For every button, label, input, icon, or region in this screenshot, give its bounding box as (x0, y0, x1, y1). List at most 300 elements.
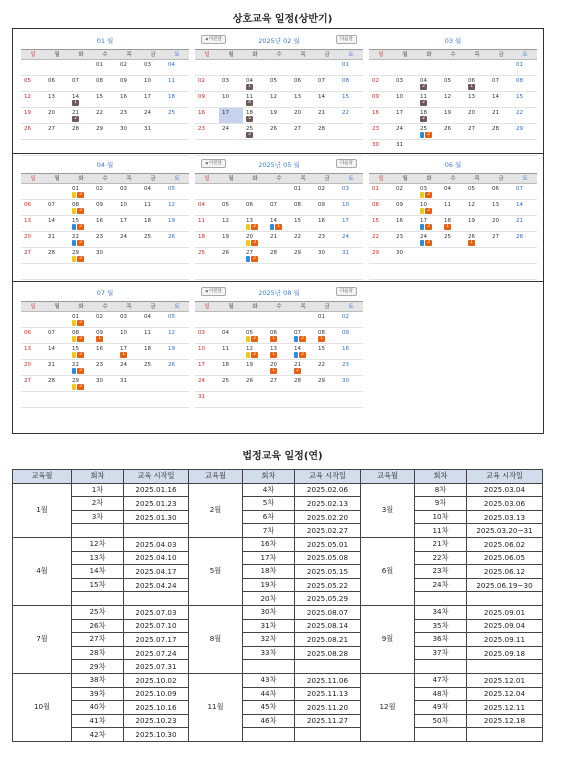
day-cell[interactable] (369, 108, 393, 123)
day-cell[interactable] (267, 328, 291, 343)
orange-event-badge[interactable]: 2 (77, 224, 84, 230)
day-cell[interactable] (489, 92, 513, 107)
day-cell[interactable] (315, 376, 339, 391)
day-cell[interactable] (21, 232, 45, 247)
day-cell[interactable] (441, 232, 465, 247)
day-cell[interactable] (267, 232, 291, 247)
day-cell[interactable] (393, 108, 417, 123)
day-cell[interactable] (93, 76, 117, 91)
day-cell[interactable] (219, 124, 243, 139)
day-cell[interactable] (315, 248, 339, 263)
day-cell[interactable] (291, 216, 315, 231)
day-cell[interactable] (117, 124, 141, 139)
day-cell[interactable] (141, 124, 165, 139)
brown-event-badge[interactable]: 2 (420, 100, 427, 106)
day-cell[interactable] (219, 376, 243, 391)
orange-event-badge[interactable]: 2 (251, 336, 258, 342)
day-cell[interactable] (117, 60, 141, 75)
day-cell[interactable] (93, 200, 117, 215)
day-cell[interactable] (165, 60, 189, 75)
day-cell[interactable] (219, 344, 243, 359)
day-cell[interactable] (291, 108, 315, 123)
day-cell[interactable] (45, 248, 69, 263)
day-cell[interactable] (219, 360, 243, 375)
day-cell[interactable] (465, 108, 489, 123)
day-cell[interactable] (243, 344, 267, 359)
day-cell[interactable] (393, 232, 417, 247)
day-cell[interactable] (243, 76, 267, 91)
brown-event-badge[interactable]: 1 (72, 100, 79, 106)
day-cell[interactable] (369, 216, 393, 231)
day-cell[interactable] (267, 376, 291, 391)
day-cell[interactable] (93, 108, 117, 123)
day-cell[interactable] (165, 184, 189, 199)
day-cell[interactable] (291, 360, 315, 375)
day-cell[interactable] (195, 248, 219, 263)
day-cell[interactable] (21, 360, 45, 375)
brown-event-badge[interactable]: 4 (246, 100, 253, 106)
yellow-event-badge[interactable] (72, 192, 76, 198)
day-cell[interactable] (315, 76, 339, 91)
day-cell[interactable] (93, 312, 117, 327)
day-cell[interactable] (21, 216, 45, 231)
day-cell[interactable] (243, 360, 267, 375)
orange-event-badge[interactable]: 1 (96, 336, 103, 342)
day-cell[interactable] (489, 216, 513, 231)
day-cell[interactable] (69, 328, 93, 343)
day-cell[interactable] (165, 344, 189, 359)
orange-event-badge[interactable]: 1 (275, 224, 282, 230)
day-cell[interactable] (141, 108, 165, 123)
orange-event-badge[interactable]: 3 (251, 240, 258, 246)
orange-event-badge[interactable]: 2 (77, 240, 84, 246)
day-cell[interactable] (267, 124, 291, 139)
day-cell[interactable] (315, 328, 339, 343)
day-cell[interactable] (393, 92, 417, 107)
day-cell[interactable] (141, 76, 165, 91)
day-cell[interactable] (291, 92, 315, 107)
yellow-event-badge[interactable] (246, 224, 250, 230)
yellow-event-badge[interactable] (246, 352, 250, 358)
day-cell[interactable] (465, 184, 489, 199)
day-cell[interactable] (393, 184, 417, 199)
day-cell[interactable] (441, 124, 465, 139)
day-cell[interactable] (465, 92, 489, 107)
day-cell[interactable] (93, 360, 117, 375)
day-cell[interactable] (195, 216, 219, 231)
yellow-event-badge[interactable] (246, 336, 250, 342)
day-cell[interactable] (141, 92, 165, 107)
day-cell[interactable] (141, 200, 165, 215)
day-cell[interactable] (117, 108, 141, 123)
orange-event-badge[interactable]: 2 (77, 384, 84, 390)
day-cell[interactable] (21, 328, 45, 343)
yellow-event-badge[interactable] (72, 384, 76, 390)
day-cell[interactable] (195, 232, 219, 247)
day-cell[interactable] (393, 200, 417, 215)
orange-event-badge[interactable]: 2 (251, 256, 258, 262)
day-cell[interactable] (69, 108, 93, 123)
day-cell[interactable] (339, 92, 363, 107)
day-cell[interactable] (489, 124, 513, 139)
day-cell[interactable] (195, 200, 219, 215)
day-cell[interactable] (69, 232, 93, 247)
day-cell[interactable] (291, 200, 315, 215)
day-cell[interactable] (243, 200, 267, 215)
day-cell[interactable] (45, 92, 69, 107)
day-cell[interactable] (117, 328, 141, 343)
day-cell[interactable] (69, 376, 93, 391)
day-cell[interactable] (195, 344, 219, 359)
day-cell[interactable] (117, 76, 141, 91)
day-cell[interactable] (165, 328, 189, 343)
yellow-event-badge[interactable] (72, 336, 76, 342)
yellow-event-badge[interactable] (246, 240, 250, 246)
day-cell[interactable] (195, 124, 219, 139)
day-cell[interactable] (243, 248, 267, 263)
day-cell[interactable] (369, 76, 393, 91)
orange-event-badge[interactable]: 2 (425, 192, 432, 198)
day-cell[interactable] (315, 124, 339, 139)
day-cell[interactable] (465, 76, 489, 91)
blue-event-badge[interactable] (72, 240, 76, 246)
day-cell[interactable] (513, 76, 537, 91)
day-cell[interactable] (465, 200, 489, 215)
day-cell[interactable] (393, 248, 417, 263)
day-cell[interactable] (441, 76, 465, 91)
day-cell[interactable] (339, 216, 363, 231)
yellow-event-badge[interactable] (72, 352, 76, 358)
day-cell[interactable] (117, 344, 141, 359)
day-cell[interactable] (165, 92, 189, 107)
day-cell[interactable] (513, 200, 537, 215)
day-cell[interactable] (267, 216, 291, 231)
day-cell[interactable] (195, 92, 219, 107)
day-cell[interactable] (93, 376, 117, 391)
day-cell[interactable] (93, 216, 117, 231)
day-cell[interactable] (21, 200, 45, 215)
day-cell[interactable] (417, 184, 441, 199)
day-cell[interactable] (291, 184, 315, 199)
day-cell[interactable] (393, 140, 417, 155)
day-cell[interactable] (489, 76, 513, 91)
day-cell[interactable] (45, 216, 69, 231)
day-cell[interactable] (291, 376, 315, 391)
orange-event-badge[interactable]: 1 (270, 352, 277, 358)
day-cell[interactable] (69, 124, 93, 139)
orange-event-badge[interactable]: 2 (77, 256, 84, 262)
day-cell[interactable] (21, 376, 45, 391)
day-cell[interactable] (93, 328, 117, 343)
day-cell[interactable] (291, 76, 315, 91)
day-cell[interactable] (243, 216, 267, 231)
orange-event-badge[interactable]: 1 (120, 352, 127, 358)
day-cell[interactable] (21, 76, 45, 91)
day-cell[interactable] (489, 200, 513, 215)
orange-event-badge[interactable]: 1 (318, 336, 325, 342)
day-cell[interactable] (267, 248, 291, 263)
day-cell[interactable] (141, 360, 165, 375)
day-cell[interactable] (141, 312, 165, 327)
day-cell[interactable] (441, 200, 465, 215)
day-cell[interactable] (267, 108, 291, 123)
orange-event-badge[interactable]: 2 (251, 352, 258, 358)
blue-event-badge[interactable] (270, 224, 274, 230)
orange-event-badge[interactable]: 2 (425, 224, 432, 230)
day-cell[interactable] (339, 328, 363, 343)
day-cell[interactable] (93, 124, 117, 139)
day-cell[interactable] (45, 328, 69, 343)
next-month-button[interactable]: 다음달 (336, 287, 357, 296)
day-cell[interactable] (417, 124, 441, 139)
day-cell[interactable] (69, 344, 93, 359)
prev-month-button[interactable]: ◀ 이전달 (201, 287, 226, 296)
day-cell[interactable] (339, 312, 363, 327)
day-cell[interactable] (339, 248, 363, 263)
orange-event-badge[interactable]: 2 (425, 208, 432, 214)
day-cell[interactable] (465, 216, 489, 231)
orange-event-badge[interactable]: 2 (299, 336, 306, 342)
day-cell[interactable] (513, 92, 537, 107)
day-cell[interactable] (315, 216, 339, 231)
orange-event-badge[interactable]: 2 (77, 320, 84, 326)
day-cell[interactable] (267, 200, 291, 215)
day-cell[interactable] (267, 92, 291, 107)
day-cell[interactable] (117, 376, 141, 391)
day-cell[interactable] (441, 92, 465, 107)
yellow-event-badge[interactable] (72, 256, 76, 262)
day-cell[interactable] (369, 140, 393, 155)
day-cell[interactable] (417, 216, 441, 231)
day-cell[interactable] (21, 92, 45, 107)
day-cell[interactable] (165, 200, 189, 215)
day-cell[interactable] (165, 108, 189, 123)
blue-event-badge[interactable] (420, 240, 424, 246)
day-cell[interactable] (165, 232, 189, 247)
day-cell[interactable] (339, 360, 363, 375)
day-cell[interactable] (141, 216, 165, 231)
day-cell[interactable] (141, 232, 165, 247)
blue-event-badge[interactable] (420, 224, 424, 230)
day-cell[interactable] (465, 124, 489, 139)
day-cell[interactable] (267, 360, 291, 375)
day-cell[interactable] (93, 184, 117, 199)
day-cell[interactable] (93, 232, 117, 247)
day-cell[interactable] (513, 216, 537, 231)
day-cell[interactable] (21, 124, 45, 139)
day-cell[interactable] (315, 232, 339, 247)
day-cell[interactable] (45, 76, 69, 91)
day-cell[interactable] (219, 200, 243, 215)
blue-event-badge[interactable] (72, 368, 76, 374)
day-cell[interactable] (291, 328, 315, 343)
day-cell[interactable] (141, 328, 165, 343)
day-cell[interactable] (195, 76, 219, 91)
blue-event-badge[interactable] (294, 336, 298, 342)
day-cell[interactable] (141, 184, 165, 199)
day-cell[interactable] (243, 328, 267, 343)
day-cell[interactable] (513, 184, 537, 199)
orange-event-badge[interactable]: 2 (425, 240, 432, 246)
orange-event-badge[interactable]: 2 (294, 368, 301, 374)
orange-event-badge[interactable]: 2 (77, 208, 84, 214)
day-cell[interactable] (369, 124, 393, 139)
day-cell[interactable] (489, 108, 513, 123)
day-cell[interactable] (219, 328, 243, 343)
day-cell[interactable] (243, 124, 267, 139)
brown-event-badge[interactable]: 2 (420, 84, 427, 90)
day-cell[interactable] (369, 248, 393, 263)
day-cell[interactable] (489, 232, 513, 247)
day-cell[interactable] (69, 360, 93, 375)
day-cell[interactable] (315, 200, 339, 215)
day-cell[interactable] (117, 92, 141, 107)
day-cell[interactable] (219, 76, 243, 91)
day-cell[interactable] (117, 184, 141, 199)
day-cell[interactable] (291, 124, 315, 139)
day-cell[interactable] (93, 60, 117, 75)
day-cell[interactable] (165, 360, 189, 375)
day-cell[interactable] (45, 108, 69, 123)
day-cell[interactable] (513, 124, 537, 139)
day-cell[interactable] (93, 248, 117, 263)
day-cell[interactable] (417, 232, 441, 247)
prev-month-button[interactable]: ◀ 이전달 (201, 159, 226, 168)
day-cell[interactable] (219, 108, 243, 123)
day-cell[interactable] (45, 360, 69, 375)
day-cell[interactable] (393, 124, 417, 139)
day-cell[interactable] (219, 216, 243, 231)
orange-event-badge[interactable]: 2 (77, 336, 84, 342)
day-cell[interactable] (339, 108, 363, 123)
day-cell[interactable] (315, 184, 339, 199)
day-cell[interactable] (69, 92, 93, 107)
brown-event-badge[interactable]: 1 (246, 84, 253, 90)
yellow-event-badge[interactable] (72, 320, 76, 326)
day-cell[interactable] (369, 232, 393, 247)
day-cell[interactable] (69, 312, 93, 327)
day-cell[interactable] (369, 200, 393, 215)
day-cell[interactable] (219, 248, 243, 263)
day-cell[interactable] (339, 200, 363, 215)
day-cell[interactable] (315, 108, 339, 123)
brown-event-badge[interactable]: 1 (468, 84, 475, 90)
day-cell[interactable] (243, 376, 267, 391)
day-cell[interactable] (93, 344, 117, 359)
day-cell[interactable] (513, 108, 537, 123)
day-cell[interactable] (339, 232, 363, 247)
blue-event-badge[interactable] (420, 132, 424, 138)
day-cell[interactable] (417, 76, 441, 91)
orange-event-badge[interactable]: 2 (251, 224, 258, 230)
day-cell[interactable] (513, 60, 537, 75)
day-cell[interactable] (117, 200, 141, 215)
day-cell[interactable] (465, 232, 489, 247)
day-cell[interactable] (117, 360, 141, 375)
day-cell[interactable] (441, 216, 465, 231)
day-cell[interactable] (243, 108, 267, 123)
day-cell[interactable] (195, 376, 219, 391)
orange-event-badge[interactable]: 1 (270, 336, 277, 342)
day-cell[interactable] (219, 92, 243, 107)
yellow-event-badge[interactable] (72, 208, 76, 214)
day-cell[interactable] (417, 108, 441, 123)
orange-event-badge[interactable]: 1 (270, 368, 277, 374)
day-cell[interactable] (69, 216, 93, 231)
day-cell[interactable] (267, 76, 291, 91)
day-cell[interactable] (45, 200, 69, 215)
day-cell[interactable] (69, 184, 93, 199)
orange-event-badge[interactable]: 2 (77, 192, 84, 198)
day-cell[interactable] (69, 76, 93, 91)
day-cell[interactable] (195, 360, 219, 375)
day-cell[interactable] (339, 60, 363, 75)
brown-event-badge[interactable]: 2 (420, 116, 427, 122)
yellow-event-badge[interactable] (420, 208, 424, 214)
orange-event-badge[interactable]: 2 (77, 352, 84, 358)
day-cell[interactable] (339, 184, 363, 199)
day-cell[interactable] (69, 248, 93, 263)
day-cell[interactable] (315, 344, 339, 359)
next-month-button[interactable]: 다음달 (336, 35, 357, 44)
day-cell[interactable] (141, 344, 165, 359)
day-cell[interactable] (21, 108, 45, 123)
day-cell[interactable] (165, 216, 189, 231)
day-cell[interactable] (45, 124, 69, 139)
day-cell[interactable] (69, 200, 93, 215)
day-cell[interactable] (45, 344, 69, 359)
blue-event-badge[interactable] (72, 224, 76, 230)
day-cell[interactable] (195, 392, 219, 407)
orange-event-badge[interactable]: 2 (299, 352, 306, 358)
day-cell[interactable] (195, 328, 219, 343)
brown-event-badge[interactable]: 2 (72, 116, 79, 122)
day-cell[interactable] (489, 184, 513, 199)
day-cell[interactable] (369, 92, 393, 107)
next-month-button[interactable]: 다음달 (336, 159, 357, 168)
day-cell[interactable] (393, 216, 417, 231)
brown-event-badge[interactable]: 2 (246, 132, 253, 138)
blue-event-badge[interactable] (294, 352, 298, 358)
prev-month-button[interactable]: ◀ 이전달 (201, 35, 226, 44)
day-cell[interactable] (339, 76, 363, 91)
day-cell[interactable] (117, 232, 141, 247)
day-cell[interactable] (243, 92, 267, 107)
day-cell[interactable] (441, 108, 465, 123)
day-cell[interactable] (291, 248, 315, 263)
day-cell[interactable] (117, 312, 141, 327)
day-cell[interactable] (291, 232, 315, 247)
day-cell[interactable] (339, 376, 363, 391)
day-cell[interactable] (417, 200, 441, 215)
day-cell[interactable] (315, 360, 339, 375)
brown-event-badge[interactable]: 5 (246, 116, 253, 122)
day-cell[interactable] (21, 248, 45, 263)
day-cell[interactable] (417, 92, 441, 107)
day-cell[interactable] (315, 312, 339, 327)
day-cell[interactable] (267, 344, 291, 359)
day-cell[interactable] (441, 184, 465, 199)
day-cell[interactable] (513, 232, 537, 247)
orange-event-badge[interactable]: 1 (444, 224, 451, 230)
day-cell[interactable] (45, 376, 69, 391)
yellow-event-badge[interactable] (420, 192, 424, 198)
day-cell[interactable] (393, 76, 417, 91)
day-cell[interactable] (21, 344, 45, 359)
day-cell[interactable] (315, 92, 339, 107)
day-cell[interactable] (165, 312, 189, 327)
orange-event-badge[interactable]: 2 (77, 368, 84, 374)
